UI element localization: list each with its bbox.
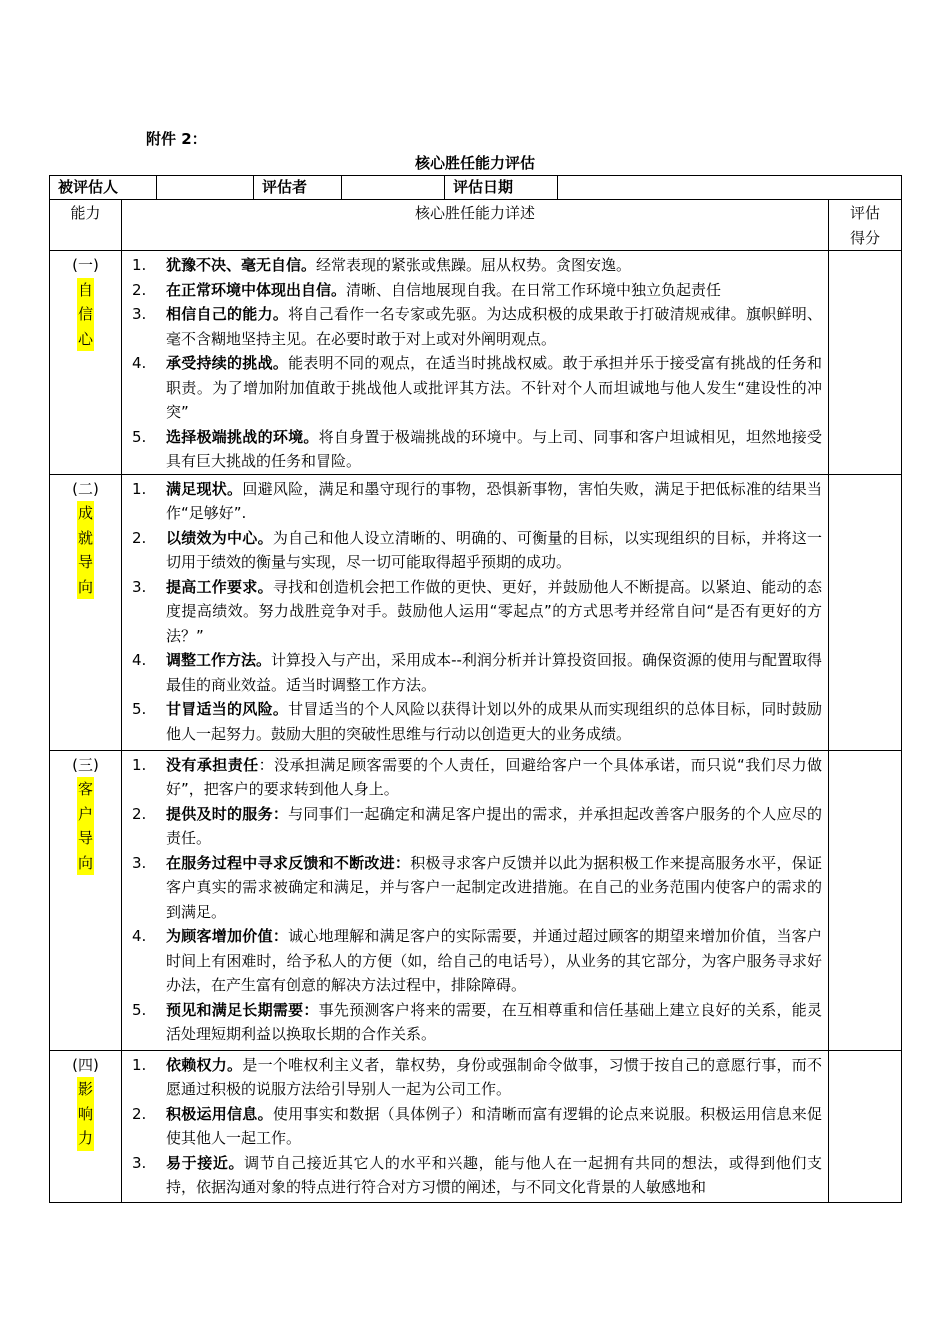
level-description: 积极寻求客户反馈并以此为据积极工作来提高服务水平，保证客户真实的需求被确定和满足，并与客户一起制定改进措施。在自己的业务范围内使客户的需求的到满足。 [166, 853, 823, 921]
competency-index: (三) [72, 755, 99, 774]
header-row [50, 176, 902, 200]
level-text [166, 425, 822, 474]
competency-row [50, 1050, 902, 1202]
evaluatee-label: 被评估人 [50, 176, 157, 200]
description-column-header: 核心胜任能力详述 [122, 200, 829, 251]
level-title: 没有承担责任 [166, 755, 259, 774]
competency-label-char: 就 [77, 528, 93, 547]
level-description: 能表明不同的观点，在适当时挑战权威。敢于承担并乐于接受富有挑战的任务和职责。为了增加附加值敢于挑战他人或批评其方法。不针对个人而坦诚地与他人发生“建设性的冲突” [166, 354, 823, 421]
competency-name [50, 474, 122, 750]
competency-label-highlight [77, 501, 94, 599]
level-title: 满足现状。 [166, 479, 243, 498]
competency-name [50, 750, 122, 1050]
level-title: 提供及时的服务： [166, 804, 289, 823]
level-number: 2. [132, 804, 147, 823]
level-number: 1. [132, 755, 147, 774]
level-number: 5. [132, 1000, 147, 1019]
level-title: 相信自己的能力。 [166, 305, 289, 323]
level-text [166, 648, 822, 697]
level-item [132, 648, 822, 697]
level-item [132, 753, 822, 802]
level-description: 回避风险，满足和墨守现行的事物，恐惧新事物，害怕失败，满足于把低标准的结果当作“足够好”. [166, 479, 822, 522]
level-description: 诚心地理解和满足客户的实际需要，并通过超过顾客的期望来增加价值，当客户时间上有困难时，给予私人的方便（如，给自己的电话号），从业务的其它部分，为客户服务寻求好办法，在产生富有创意的解决方法过程中，排除障碍。 [166, 927, 823, 994]
competency-levels [122, 1050, 829, 1202]
level-item [132, 278, 822, 303]
level-item [132, 302, 822, 351]
score-cell[interactable] [829, 474, 902, 750]
level-text [166, 924, 822, 998]
level-description: 寻找和创造机会把工作做的更快、更好，并鼓励他人不断提高。以紧迫、能动的态度提高绩效。努力战胜竞争对手。鼓励他人运用“零起点”的方式思考并经常自问“是否有更好的方法？” [166, 577, 823, 645]
level-title: 预见和满足长期需要： [166, 1000, 319, 1019]
column-header-row [50, 200, 902, 251]
level-number: 4. [132, 651, 147, 669]
competency-index: (二) [72, 479, 99, 498]
level-item [132, 1102, 822, 1151]
competency-label-char: 客 [77, 780, 93, 798]
competency-label-highlight [77, 777, 94, 875]
level-number: 3. [132, 853, 147, 872]
level-text [166, 1053, 822, 1102]
level-number: 2. [132, 1104, 147, 1123]
level-item [132, 924, 822, 998]
level-text [166, 697, 822, 746]
date-field[interactable] [558, 176, 902, 200]
competency-label-char: 户 [77, 804, 93, 823]
competency-index: (四) [72, 1055, 99, 1074]
attachment-label: 附件 2： [146, 130, 207, 148]
level-item [132, 425, 822, 474]
competency-index: (一) [72, 256, 99, 274]
level-text [166, 253, 822, 278]
level-title: 调整工作方法。 [166, 651, 272, 669]
competency-levels [122, 750, 829, 1050]
level-number: 4. [132, 354, 147, 372]
level-description: 调节自己接近其它人的水平和兴趣，能与他人在一起拥有共同的想法，或得到他们支持，依据沟通对象的特点进行符合对方习惯的阐述，与不同文化背景的人敏感地和 [166, 1153, 822, 1196]
level-description: 清晰、自信地展现自我。在日常工作环境中独立负起责任 [346, 280, 722, 299]
level-title: 甘冒适当的风险。 [166, 700, 289, 718]
level-text [166, 351, 822, 425]
level-text [166, 1151, 822, 1200]
level-number: 1. [132, 479, 147, 498]
level-title: 为顾客增加价值： [166, 927, 289, 945]
level-item [132, 802, 822, 851]
level-text [166, 851, 822, 925]
ability-column-header: 能力 [50, 200, 122, 251]
competency-label-char: 自 [77, 280, 93, 299]
competency-name [50, 1050, 122, 1202]
level-item [132, 1151, 822, 1200]
competency-label-highlight [77, 278, 94, 352]
competency-label-char: 影 [77, 1080, 93, 1098]
competency-label-char: 导 [77, 553, 93, 571]
level-item [132, 998, 822, 1047]
evaluator-field[interactable] [342, 176, 445, 200]
score-cell[interactable] [829, 1050, 902, 1202]
level-text [166, 278, 822, 303]
level-description: 为自己和他人设立清晰的、明确的、可衡量的目标，以实现组织的目标，并将这一切用于绩效的衡量与实现，尽一切可能取得超乎预期的成功。 [166, 528, 823, 571]
competency-levels [122, 474, 829, 750]
level-item [132, 575, 822, 649]
competency-label-highlight [77, 1077, 94, 1151]
level-text [166, 575, 822, 649]
level-text [166, 753, 822, 802]
level-description: 计算投入与产出，采用成本--利润分析并计算投资回报。确保资源的使用与配置取得最佳的商业效益。适当时调整工作方法。 [166, 651, 822, 694]
level-description: 将自身置于极端挑战的环境中。与上司、同事和客户坦诚相见，坦然地接受具有巨大挑战的任务和冒险。 [166, 427, 822, 470]
level-item [132, 851, 822, 925]
level-number: 5. [132, 700, 147, 718]
level-number: 1. [132, 256, 147, 274]
level-description: 与同事们一起确定和满足客户提出的需求，并承担起改善客户服务的个人应尽的责任。 [166, 804, 822, 847]
level-text [166, 802, 822, 851]
level-description: 是一个唯权利主义者，靠权势，身份或强制命令做事，习惯于按自己的意愿行事，而不愿通过积极的说服方法给引导别人一起为公司工作。 [166, 1055, 822, 1098]
level-text [166, 1102, 822, 1151]
level-number: 5. [132, 427, 147, 446]
level-number: 1. [132, 1055, 147, 1074]
level-title: 在正常环境中体现出自信。 [166, 280, 347, 299]
date-label: 评估日期 [445, 176, 558, 200]
competency-label-char: 导 [77, 829, 93, 847]
competency-label-char: 响 [77, 1104, 93, 1123]
level-title: 提高工作要求。 [166, 577, 273, 596]
level-title: 易于接近。 [166, 1153, 245, 1172]
score-cell[interactable] [829, 750, 902, 1050]
level-text [166, 302, 822, 351]
level-number: 4. [132, 927, 147, 945]
level-description: 甘冒适当的个人风险以获得计划以外的成果从而实现组织的总体目标，同时鼓励他人一起努力。鼓励大胆的突破性思维与行动以创造更大的业务成绩。 [166, 700, 822, 743]
competency-row [50, 251, 902, 475]
level-item [132, 697, 822, 746]
competency-name [50, 251, 122, 475]
level-text [166, 526, 822, 575]
evaluator-label: 评估者 [254, 176, 342, 200]
competency-label-char: 力 [77, 1129, 93, 1147]
competency-table [49, 175, 902, 1203]
competency-levels [122, 251, 829, 475]
level-title: 在服务过程中寻求反馈和不断改进： [166, 853, 411, 872]
level-number: 3. [132, 1153, 147, 1172]
competency-row [50, 474, 902, 750]
level-title: 积极运用信息。 [166, 1104, 273, 1123]
level-number: 3. [132, 305, 147, 323]
competency-row [50, 750, 902, 1050]
level-item [132, 1053, 822, 1102]
competency-label-char: 成 [77, 504, 93, 522]
level-title: 选择极端挑战的环境。 [166, 427, 319, 446]
competency-label-char: 向 [77, 577, 93, 596]
level-text [166, 998, 822, 1047]
competency-label-char: 信 [77, 305, 93, 323]
level-description: ：没承担满足顾客需要的个人责任，回避给客户一个具体承诺，而只说“我们尽力做好”，把客户的要求转到他人身上。 [166, 755, 823, 798]
level-title: 犹豫不决、毫无自信。 [166, 256, 317, 274]
score-column-header: 评估 得分 [829, 200, 902, 251]
level-title: 承受持续的挑战。 [166, 354, 289, 372]
evaluatee-field[interactable] [157, 176, 254, 200]
level-item [132, 477, 822, 526]
level-description: 经常表现的紧张或焦躁。屈从权势。贪图安逸。 [316, 256, 632, 274]
level-number: 3. [132, 577, 147, 596]
level-description: 使用事实和数据（具体例子）和清晰而富有逻辑的论点来说服。积极运用信息来促使其他人一起工作。 [166, 1104, 823, 1147]
level-item [132, 253, 822, 278]
level-item [132, 526, 822, 575]
document-title: 核心胜任能力评估 [414, 154, 535, 172]
level-title: 以绩效为中心。 [166, 528, 273, 547]
level-item [132, 351, 822, 425]
competency-label-char: 心 [77, 329, 93, 348]
level-description: 将自己看作一名专家或先驱。为达成积极的成果敢于打破清规戒律。旗帜鲜明、毫不含糊地坚持主见。在必要时敢于对上或对外阐明观点。 [166, 305, 822, 348]
level-number: 2. [132, 280, 147, 299]
level-title: 依赖权力。 [166, 1055, 243, 1074]
level-number: 2. [132, 528, 147, 547]
competency-label-char: 向 [77, 853, 93, 872]
score-cell[interactable] [829, 251, 902, 475]
level-text [166, 477, 822, 526]
level-description: 事先预测客户将来的需要，在互相尊重和信任基础上建立良好的关系，能灵活处理短期利益以换取长期的合作关系。 [166, 1000, 822, 1043]
